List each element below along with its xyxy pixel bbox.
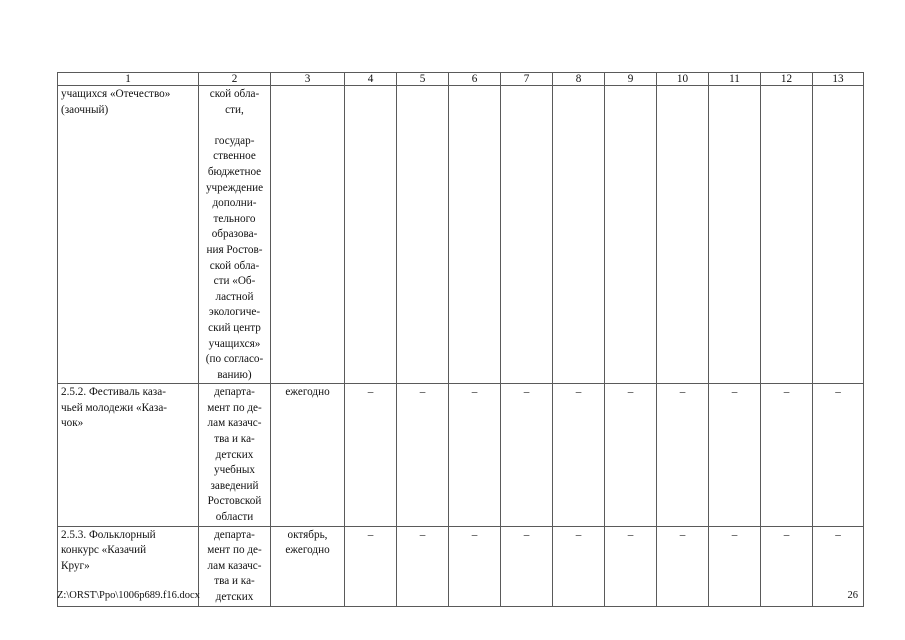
- value-cell: –: [657, 526, 709, 606]
- column-number: 13: [813, 73, 864, 86]
- value-cell: [553, 86, 605, 384]
- responsible-cell: департа- мент по де- лам казачс- тва и ка- детских учебных заведений Ростовской области: [199, 384, 271, 526]
- column-number: 5: [397, 73, 449, 86]
- value-cell: –: [657, 384, 709, 526]
- value-cell: –: [501, 526, 553, 606]
- value-cell: –: [605, 526, 657, 606]
- value-cell: [449, 86, 501, 384]
- column-number: 10: [657, 73, 709, 86]
- column-number: 6: [449, 73, 501, 86]
- period-cell: [271, 86, 345, 384]
- column-number: 8: [553, 73, 605, 86]
- value-cell: –: [345, 384, 397, 526]
- column-number: 2: [199, 73, 271, 86]
- responsible-cell: ской обла- сти, государ- ственное бюджетное учреждение дополни- тельного образова- ния Ростов- ской обла- сти «Об- ластной экологиче- ский центр учащихся» (по согласо- ванию): [199, 86, 271, 384]
- period-cell: ежегодно: [271, 384, 345, 526]
- page-number: 26: [847, 590, 858, 601]
- value-cell: [761, 86, 813, 384]
- document-table: [57, 72, 864, 607]
- value-cell: –: [813, 384, 864, 526]
- column-number: 11: [709, 73, 761, 86]
- period-cell: октябрь, ежегодно: [271, 526, 345, 606]
- value-cell: [345, 86, 397, 384]
- value-cell: [605, 86, 657, 384]
- value-cell: [709, 86, 761, 384]
- value-cell: [813, 86, 864, 384]
- value-cell: –: [709, 384, 761, 526]
- event-name-cell: учащихся «Отечество» (заочный): [58, 86, 199, 384]
- table-row: [58, 384, 864, 526]
- footer-file-path: Z:\ORST\Ppo\1006p689.f16.docx: [57, 590, 200, 601]
- value-cell: [501, 86, 553, 384]
- column-number: 9: [605, 73, 657, 86]
- value-cell: [397, 86, 449, 384]
- value-cell: –: [501, 384, 553, 526]
- value-cell: –: [761, 384, 813, 526]
- value-cell: –: [813, 526, 864, 606]
- value-cell: –: [553, 384, 605, 526]
- value-cell: –: [605, 384, 657, 526]
- column-number: 1: [58, 73, 199, 86]
- table-row: [58, 86, 864, 384]
- table-header-row: [58, 73, 864, 86]
- column-number: 4: [345, 73, 397, 86]
- value-cell: –: [449, 526, 501, 606]
- value-cell: –: [397, 526, 449, 606]
- value-cell: [657, 86, 709, 384]
- column-number: 7: [501, 73, 553, 86]
- responsible-cell: департа- мент по де- лам казачс- тва и ка- детских: [199, 526, 271, 606]
- event-name-cell: 2.5.3. Фольклорный конкурс «Казачий Круг»: [58, 526, 199, 606]
- value-cell: –: [449, 384, 501, 526]
- column-number: 12: [761, 73, 813, 86]
- value-cell: –: [345, 526, 397, 606]
- value-cell: –: [553, 526, 605, 606]
- value-cell: –: [709, 526, 761, 606]
- event-name-cell: 2.5.2. Фестиваль каза- чьей молодежи «Каза- чок»: [58, 384, 199, 526]
- value-cell: –: [761, 526, 813, 606]
- value-cell: –: [397, 384, 449, 526]
- column-number: 3: [271, 73, 345, 86]
